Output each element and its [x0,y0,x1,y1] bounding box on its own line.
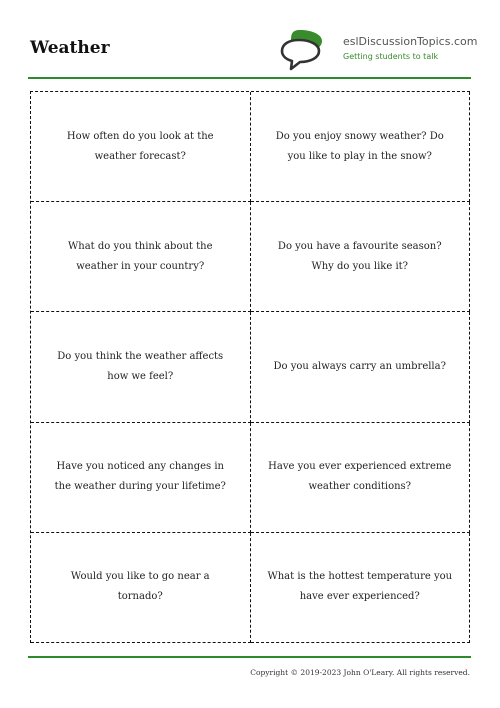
question-text: Have you noticed any changes in the weather during your lifetime? [54,461,226,493]
question-text: How often do you look at the weather forecast? [66,130,214,162]
question-card [31,312,251,422]
copyright-notice: Copyright © 2019-2023 John O'Leary. All rights reserved. [250,668,470,677]
footer-divider [28,656,471,658]
question-text: What do you think about the weather in your country? [67,240,213,272]
question-card [251,312,471,422]
question-text: What is the hottest temperature you have ever experienced? [267,571,453,603]
page-title: Weather [30,38,110,58]
question-card [31,423,251,533]
question-text: Do you think the weather affects how we feel? [57,350,224,382]
question-text: Do you have a favourite season? Why do you like it? [277,240,442,272]
question-text: Would you like to go near a tornado? [70,571,210,603]
site-name[interactable]: eslDiscussionTopics.com [343,35,478,48]
question-card [251,92,471,202]
question-card [251,202,471,312]
speech-bubbles-icon [280,28,324,72]
header-divider [28,77,471,79]
question-card [31,92,251,202]
question-card [31,533,251,643]
question-cards-grid [30,91,470,643]
question-text: Do you enjoy snowy weather? Do you like to play in the snow? [275,130,444,162]
question-text: Do you always carry an umbrella? [273,360,446,372]
question-card [251,423,471,533]
question-text: Have you ever experienced extreme weather conditions? [268,461,452,493]
question-card [251,533,471,643]
question-card [31,202,251,312]
tagline: Getting students to talk [343,52,439,61]
